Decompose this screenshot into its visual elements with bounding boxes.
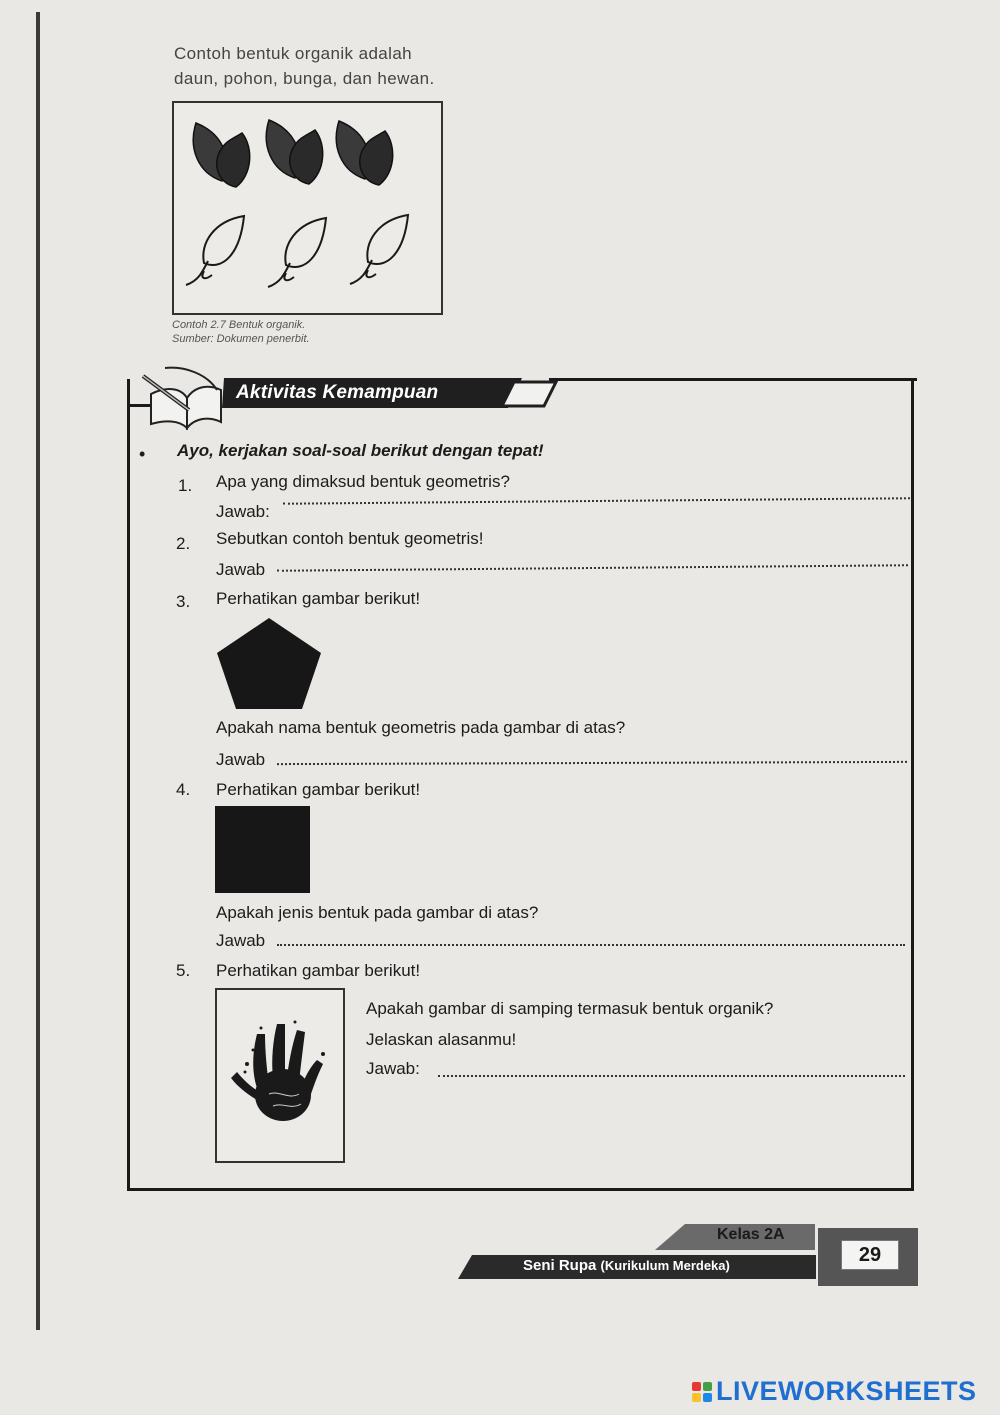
liveworksheets-wordmark: LIVEWORKSHEETS [716,1376,977,1406]
figure-caption [172,318,310,346]
liveworksheets-brand [692,1376,977,1407]
outline-leaf-2 [268,218,326,287]
grade-label: Kelas 2A [717,1226,785,1243]
question-1-answer-label: Jawab: [216,502,270,521]
question-3-number: 3. [176,592,191,611]
question-4-text: Perhatikan gambar berikut! [216,780,421,799]
instruction-text: Ayo, kerjakan soal-soal berikut dengan tepat! [177,441,544,460]
outline-leaf-1 [186,216,244,285]
book-name: Seni Rupa [523,1257,597,1274]
page-spine [36,12,40,1330]
question-4-number: 4. [176,780,191,799]
activity-title: Aktivitas Kemampuan [236,382,439,403]
book-curriculum: (Kurikulum Merdeka) [600,1258,730,1273]
question-3-prompt: Apakah nama bentuk geometris pada gambar di atas? [216,718,626,737]
question-5-answer-label: Jawab: [366,1059,420,1078]
question-3-answer-label: Jawab [216,750,266,769]
question-5-number: 5. [176,961,191,980]
question-5-prompt: Apakah gambar di samping termasuk bentuk organik? [366,999,774,1018]
question-5-text: Perhatikan gambar berikut! [216,961,421,980]
handprint-illustration [217,990,343,1161]
organic-leaves-figure [172,101,443,315]
dark-leaf-pair-1 [193,123,249,187]
question-2-number: 2. [176,534,191,553]
book-pencil-icon [137,364,227,430]
intro-text [174,41,435,91]
question-4-answer-label: Jawab [216,931,266,950]
question-3-text: Perhatikan gambar berikut! [216,589,421,608]
book-title [523,1257,730,1274]
intro-line-2: daun, pohon, bunga, dan hewan. [174,69,435,88]
question-4-prompt: Apakah jenis bentuk pada gambar di atas? [216,903,539,922]
question-4-answer-line[interactable] [277,944,905,946]
dark-leaf-pair-2 [266,120,322,184]
activity-box-top-edge-right [549,378,917,381]
dark-leaf-pair-3 [336,121,392,185]
handprint-figure [215,988,345,1163]
square-shape [215,806,310,893]
intro-line-1: Contoh bentuk organik adalah [174,44,413,63]
page-number: 29 [841,1240,899,1270]
outline-leaf-3 [350,215,408,284]
liveworksheets-logo-icon [692,1382,712,1402]
instruction-bullet: • [139,444,146,464]
question-1-number: 1. [178,476,193,495]
question-5-answer-line[interactable] [438,1075,905,1077]
leaves-illustration [174,103,441,313]
question-2-text: Sebutkan contoh bentuk geometris! [216,529,484,548]
caption-line-1: Contoh 2.7 Bentuk organik. [172,319,306,331]
question-5-prompt-2: Jelaskan alasanmu! [366,1030,517,1049]
question-1-text: Apa yang dimaksud bentuk geometris? [216,472,510,491]
question-2-answer-label: Jawab [216,560,266,579]
pentagon-shape [214,615,324,711]
caption-line-2: Sumber: Dokumen penerbit. [172,333,310,345]
